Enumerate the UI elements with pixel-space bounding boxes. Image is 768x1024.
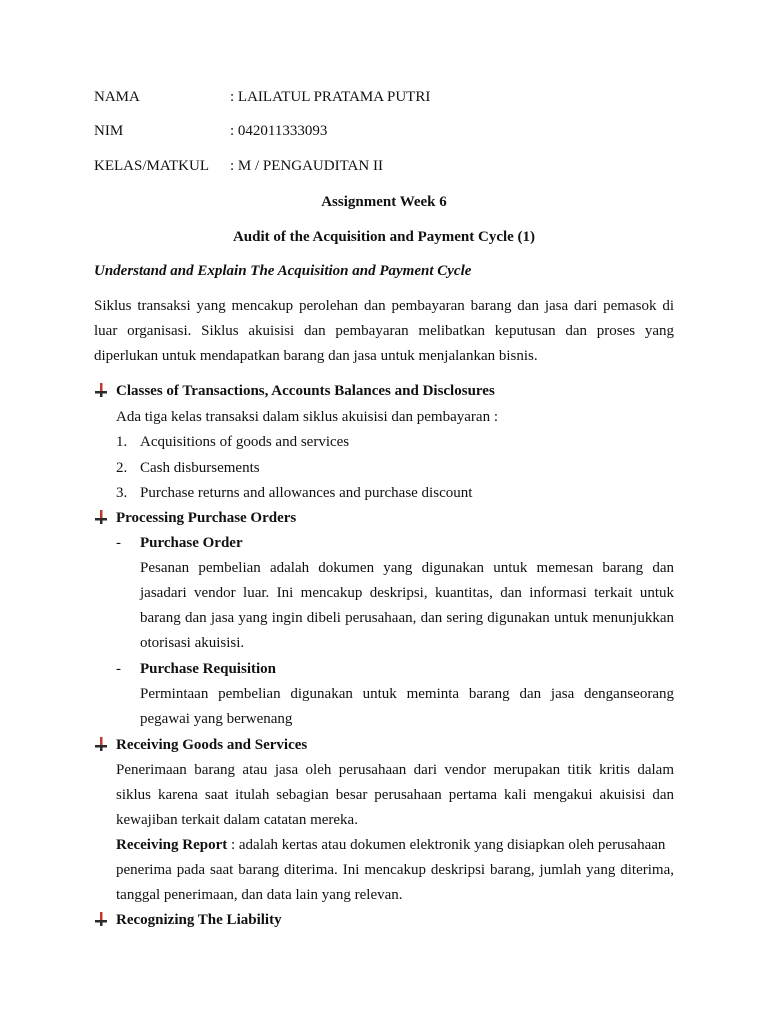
list-item-number: 3.: [116, 485, 128, 501]
purchase-order-line-2: jasadari vendor luar. Ini mencakup deskripsi, kuantitas, dan informasi terkait untuk: [140, 585, 674, 601]
section-heading: Understand and Explain The Acquisition and Payment Cycle: [94, 263, 472, 279]
intro-line-2: luar organisasi. Siklus akuisisi dan pembayaran melibatkan keputusan dan proses yang: [94, 323, 674, 339]
receiving-line-3: kewajiban terkait dalam catatan mereka.: [116, 812, 358, 828]
classes-heading: Classes of Transactions, Accounts Balances and Disclosures: [116, 383, 495, 399]
kelas-value: : M / PENGAUDITAN II: [230, 158, 383, 174]
list-item: Purchase returns and allowances and purchase discount: [140, 485, 473, 501]
list-item: Acquisitions of goods and services: [140, 434, 350, 450]
receiving-report-line-3: tanggal penerimaan, dan data lain yang relevan.: [116, 887, 403, 903]
receiving-heading: Receiving Goods and Services: [116, 737, 308, 753]
receiving-report-line-2: penerima pada saat barang diterima. Ini mencakup deskripsi barang, jumlah yang diterima,: [116, 862, 674, 878]
page-title: Assignment Week 6: [321, 194, 447, 210]
dash-bullet: -: [116, 535, 121, 551]
pushpin-bullet-icon: [94, 912, 108, 926]
pushpin-bullet-icon: [94, 510, 108, 524]
nama-value: : LAILATUL PRATAMA PUTRI: [230, 89, 431, 105]
intro-line-3: diperlukan untuk mendapatkan barang dan jasa untuk menjalankan bisnis.: [94, 348, 538, 364]
receiving-line-2: siklus karena saat itulah sebagian besar perusahaan pertama kali mengakui akuisisi dan: [116, 787, 674, 803]
intro-line-1: Siklus transaksi yang mencakup perolehan dan pembayaran barang dan jasa dari pemasok di: [94, 298, 674, 314]
purchase-requisition-line-1: Permintaan pembelian digunakan untuk meminta barang dan jasa denganseorang: [140, 686, 674, 702]
purchase-order-label: Purchase Order: [140, 535, 243, 551]
page-subtitle: Audit of the Acquisition and Payment Cycle (1): [232, 229, 536, 245]
nama-label: NAMA: [94, 89, 140, 105]
nim-value: : 042011333093: [230, 123, 328, 139]
liability-heading: Recognizing The Liability: [116, 912, 282, 928]
receiving-line-1: Penerimaan barang atau jasa oleh perusahaan dari vendor merupakan titik kritis dalam: [116, 762, 674, 778]
receiving-report-line-1: [116, 836, 665, 854]
list-item-number: 2.: [116, 460, 128, 476]
purchase-requisition-line-2: pegawai yang berwenang: [140, 711, 293, 727]
list-item: Cash disbursements: [140, 460, 260, 476]
classes-lead: Ada tiga kelas transaksi dalam siklus akuisisi dan pembayaran :: [116, 409, 498, 425]
pushpin-bullet-icon: [94, 383, 108, 397]
processing-heading: Processing Purchase Orders: [116, 510, 297, 526]
purchase-requisition-label: Purchase Requisition: [140, 661, 276, 677]
pushpin-bullet-icon: [94, 737, 108, 751]
receiving-report-label: Receiving Report: [116, 837, 228, 853]
receiving-report-text: : adalah kertas atau dokumen elektronik yang disiapkan oleh perusahaan: [227, 837, 666, 853]
nim-label: NIM: [94, 123, 124, 139]
dash-bullet: -: [116, 661, 121, 677]
purchase-order-line-4: otorisasi akuisisi.: [140, 635, 245, 651]
purchase-order-line-3: barang dan jasa yang ingin dibeli perusahaan, dan sering digunakan untuk menunjukkan: [140, 610, 674, 626]
list-item-number: 1.: [116, 434, 128, 450]
purchase-order-line-1: Pesanan pembelian adalah dokumen yang digunakan untuk memesan barang dan: [140, 560, 674, 576]
kelas-label: KELAS/MATKUL: [94, 158, 209, 174]
